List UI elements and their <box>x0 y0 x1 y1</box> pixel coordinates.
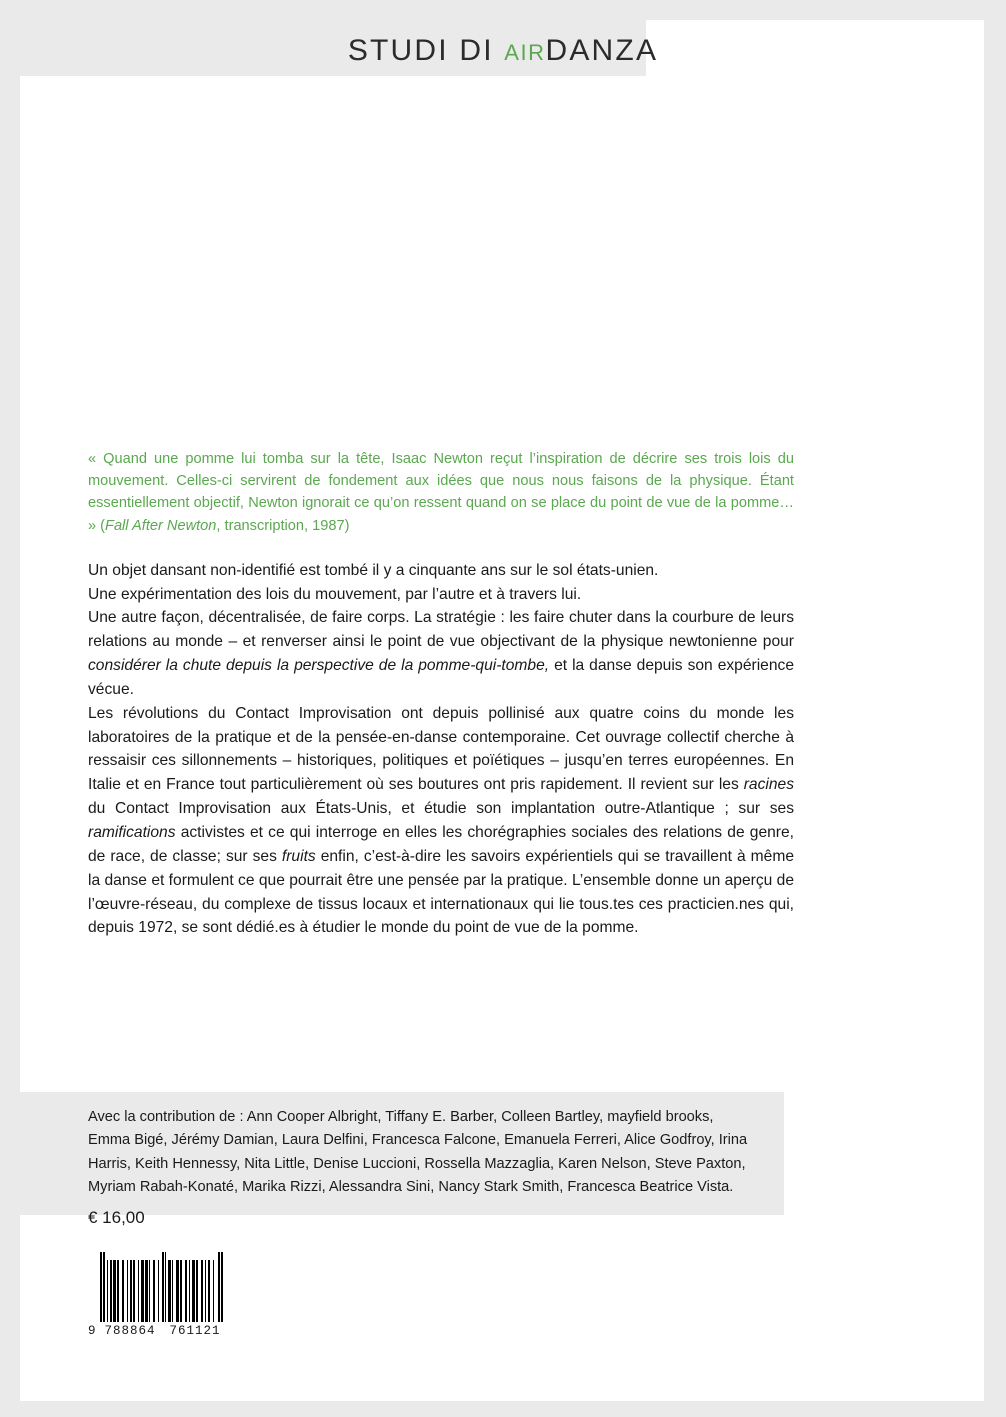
barcode-bars <box>100 1252 255 1322</box>
blurb-p3-part-b: et la danse depuis son expérience vécue. <box>88 657 794 698</box>
blurb-p4-italic-ramifications: ramifications <box>88 823 176 841</box>
series-title-prefix: STUDI DI <box>347 34 505 67</box>
page-edge-bottom <box>0 1401 1006 1417</box>
blurb-p4-italic-fruits: fruits <box>281 847 316 865</box>
epigraph-source-detail: , transcription, 1987) <box>216 517 350 534</box>
blurb-paragraph-1: Un objet dansant non-identifié est tombé il y a cinquante ans sur le sol états-unien. <box>88 561 659 579</box>
epigraph-quote-text: « Quand une pomme lui tomba sur la tête, Isaac Newton reçut l’inspiration de décrire ses trois lois du mouvement. Celles-ci servirent de fondement aux idées que nous nous faisons de la physique. Étant essentiellement objectif, Newton ignorait ce qu’on ressent quand on se place du point de vue de la pomme… » ( <box>88 451 794 534</box>
blurb-paragraph-3 <box>88 606 794 701</box>
series-title <box>0 34 1006 68</box>
price-label: € 16,00 <box>88 1208 145 1227</box>
page-edge-left <box>0 0 20 1417</box>
blurb-paragraph-4 <box>88 702 794 940</box>
blurb-p3-italic: considérer la chute depuis la perspective de la pomme-qui-tombe, <box>88 657 550 675</box>
barcode-digits <box>88 1324 258 1338</box>
blurb-p4-part-a: Les révolutions du Contact Improvisation ont depuis pollinisé aux quatre coins du monde les laboratoires de la pratique et de la pensée-en-danse contemporaine. Cet ouvrage collectif cherche à ressaisir ces sillonnements – historiques, politiques et poïétiques – jusqu’en terres européennes. En Italie et en France tout particulièrement où ses boutures ont pris rapidement. Il revient sur les <box>88 704 794 794</box>
contributors-label: Avec la contribution de : <box>88 1109 247 1125</box>
epigraph-source-title: Fall After Newton <box>105 517 217 534</box>
contributors-band <box>20 1092 784 1215</box>
blurb-p4-part-c: activistes et ce qui interroge en elles les chorégraphies sociales des relations de genre, de race, de classe; sur ses <box>88 823 794 865</box>
barcode-group-1: 788864 <box>104 1324 156 1338</box>
blurb-p4-italic-racines: racines <box>743 776 794 794</box>
page-edge-top <box>0 0 1006 20</box>
series-title-air: AIR <box>504 40 546 65</box>
blurb-p4-part-b: du Contact Improvisation aux États-Unis, et étudie son implantation outre-Atlantique ; sur ses <box>88 800 794 818</box>
barcode <box>88 1252 258 1338</box>
blurb-text <box>88 559 794 941</box>
blurb-p3-part-a: Une autre façon, décentralisée, de faire corps. La stratégie : les faire chuter dans la courbure de leurs relations au monde – et renverser ainsi le point de vue objectivant de la physique newtonienne pour <box>88 609 794 651</box>
series-title-danza: DANZA <box>545 34 659 67</box>
barcode-lead-digit: 9 <box>88 1324 97 1338</box>
blurb-p4-part-d: enfin, c’est-à-dire les savoirs expérientiels qui se travaillent à même la danse et formulent ce que pourrait être une pensée par la pratique. L’ensemble donne un aperçu de l’œuvre-réseau, du complexe de tissus locaux et internationaux qui lie tous.tes ces practicien.nes qui, depuis 1972, se sont dédié.es à étudier le monde du point de vue de la pomme. <box>88 847 794 937</box>
blurb-paragraph-2: Une expérimentation des lois du mouvement, par l’autre et à travers lui. <box>88 585 582 603</box>
cover-text-column <box>88 448 794 940</box>
contributors-names: Ann Cooper Albright, Tiffany E. Barber, Colleen Bartley, mayfield brooks, Emma Bigé, Jérémy Damian, Laura Delfini, Francesca Falcone, Emanuela Ferreri, Alice Godfroy, Irina Harris, Keith Hennessy, Nita Little, Denise Luccioni, Rossella Mazzaglia, Karen Nelson, Steve Paxton, Myriam Rabah-Konaté, Marika Rizzi, Alessandra Sini, Nancy Stark Smith, Francesca Beatrice Vista. <box>88 1109 748 1196</box>
page-edge-right <box>984 0 1006 1417</box>
epigraph-quote <box>88 448 794 537</box>
contributors-text <box>88 1106 748 1199</box>
barcode-group-2: 761121 <box>169 1324 221 1338</box>
